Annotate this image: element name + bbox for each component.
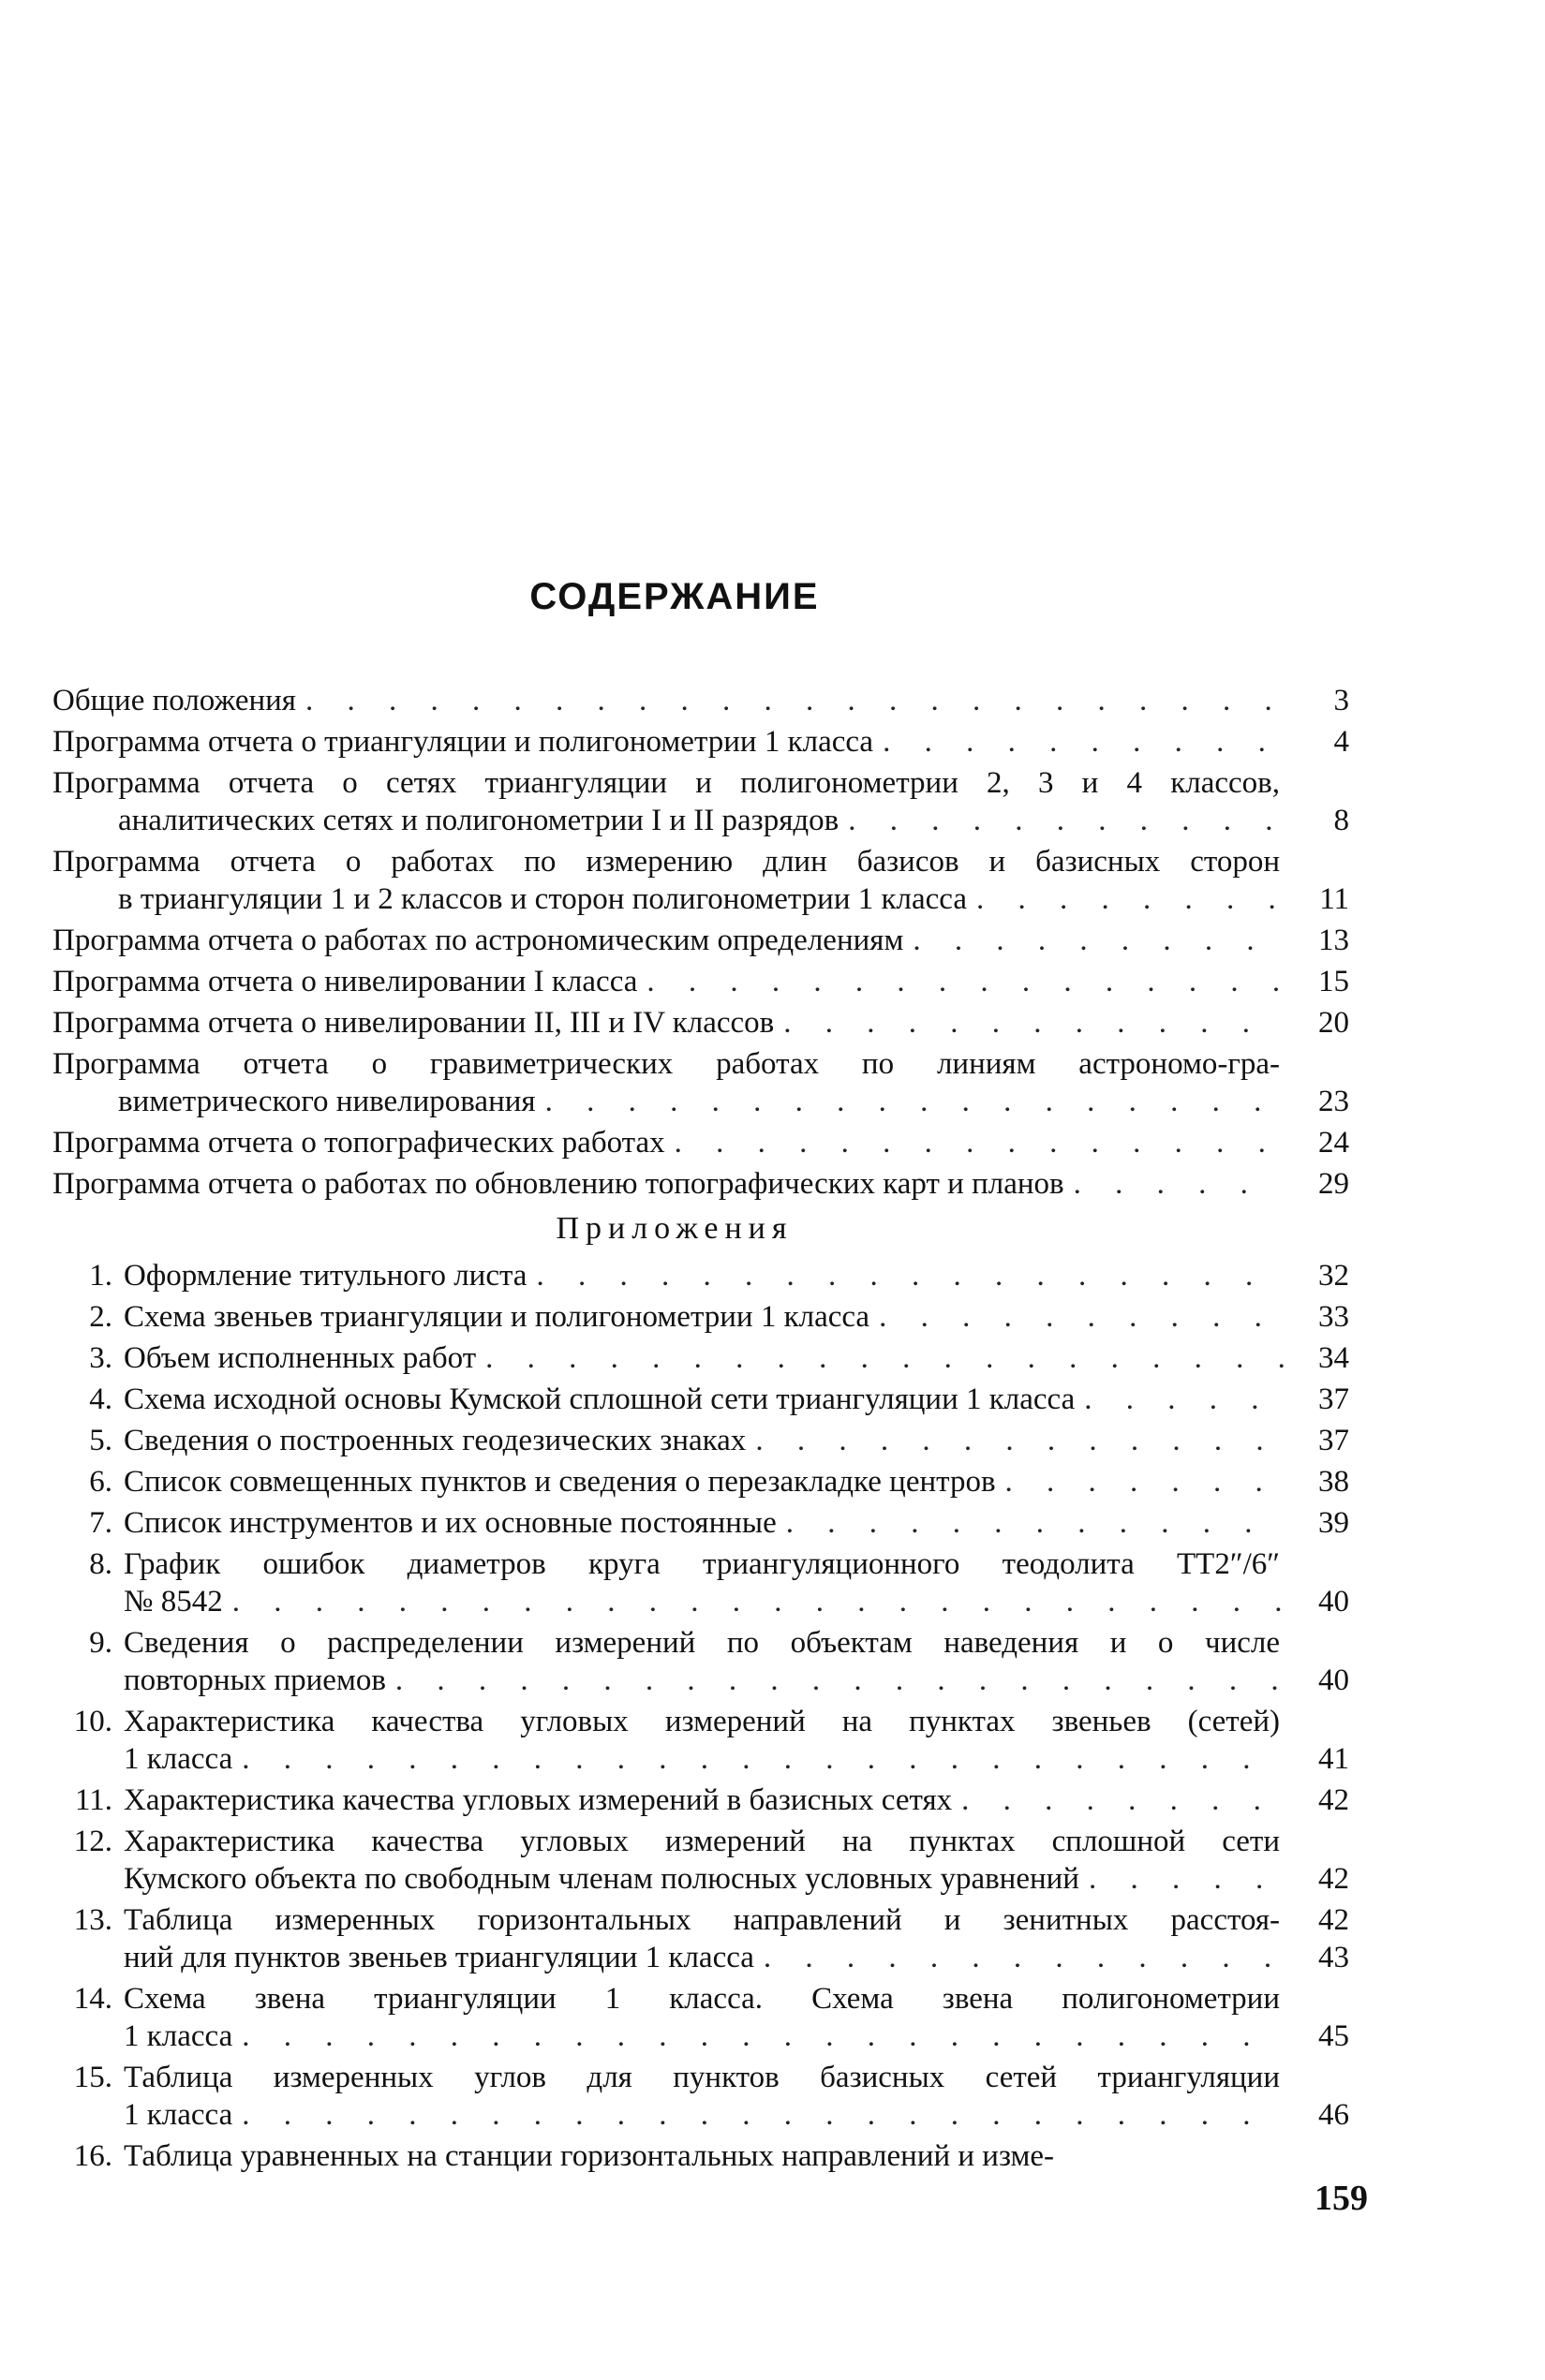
entry-number: 14. bbox=[73, 1982, 112, 2016]
entry-text: Схема исходной основы Кумской сплошной сети триангуляции 1 класса bbox=[124, 1382, 1076, 1416]
leader-dots bbox=[976, 880, 1284, 918]
entry-text: Общие положения bbox=[52, 684, 296, 717]
appendix-entry bbox=[52, 1381, 1349, 1422]
entry-text: Кумского объекта по свободным членам полюсных условных уравнений bbox=[124, 1862, 1079, 1896]
page-number: 159 bbox=[1315, 2179, 1368, 2218]
toc-entry bbox=[52, 922, 1349, 963]
entry-line bbox=[52, 1165, 1349, 1203]
leader-dots bbox=[883, 723, 1284, 761]
leader-dots bbox=[1074, 1165, 1284, 1203]
entry-number: 16. bbox=[73, 2139, 112, 2173]
entry-text: 1 класса bbox=[124, 1742, 233, 1776]
leader-dots bbox=[395, 1662, 1284, 1699]
entry-text: виметрического нивелирования bbox=[118, 1085, 536, 1118]
entry-number: 2. bbox=[89, 1300, 112, 1334]
leader-dots bbox=[764, 1939, 1284, 1976]
entry-line bbox=[52, 1703, 1349, 1740]
entry-text: 1 класса bbox=[124, 2098, 233, 2132]
entry-number: 11. bbox=[74, 1783, 112, 1817]
entry-text: Схема звена триангуляции 1 класса. Схема звена полигонометрии bbox=[124, 1982, 1280, 2016]
entry-line bbox=[52, 1901, 1349, 1939]
entry-line bbox=[52, 1004, 1349, 1042]
entry-line bbox=[52, 1662, 1349, 1699]
entry-line bbox=[52, 1781, 1349, 1819]
entry-page: 38 bbox=[1318, 1465, 1349, 1499]
entry-text: Таблица измеренных горизонтальных направлений и зенитных расстоя- bbox=[124, 1903, 1280, 1937]
entry-line bbox=[52, 843, 1349, 880]
entry-line bbox=[52, 723, 1349, 761]
leader-dots bbox=[783, 1004, 1284, 1042]
entry-line bbox=[52, 1980, 1349, 2018]
entry-text: Схема звеньев триангуляции и полигонометрии 1 класса bbox=[124, 1300, 870, 1334]
entry-line bbox=[52, 1463, 1349, 1500]
entry-text: Характеристика качества угловых измерений на пунктах звеньев (сетей) bbox=[124, 1705, 1280, 1738]
appendix-entry bbox=[52, 1980, 1349, 2055]
appendix-entry bbox=[52, 1624, 1349, 1699]
entry-text: Программа отчета о работах по обновлению топографических карт и планов bbox=[52, 1167, 1064, 1201]
entry-page: 46 bbox=[1318, 2098, 1349, 2132]
entry-line bbox=[52, 1823, 1349, 1860]
appendix-entry bbox=[52, 1781, 1349, 1823]
entry-number: 1. bbox=[89, 1259, 112, 1293]
entry-line bbox=[52, 1257, 1349, 1294]
entry-page: 32 bbox=[1318, 1259, 1349, 1293]
entry-text: Сведения о распределении измерений по объектам наведения и о числе bbox=[124, 1626, 1280, 1660]
entry-page: 34 bbox=[1318, 1341, 1349, 1375]
entry-line bbox=[52, 1124, 1349, 1161]
leader-dots bbox=[879, 1298, 1284, 1336]
entry-text: Программа отчета о нивелировании II, III и IV классов bbox=[52, 1006, 775, 1040]
entry-line bbox=[52, 1298, 1349, 1336]
entry-line bbox=[52, 1504, 1349, 1542]
appendix-entry bbox=[52, 1823, 1349, 1898]
appendix-entry bbox=[52, 1257, 1349, 1298]
appendix-entry bbox=[52, 1901, 1349, 1976]
entry-text: Список инструментов и их основные постоянные bbox=[124, 1506, 777, 1540]
entry-number: 9. bbox=[89, 1626, 112, 1660]
appendix-list bbox=[52, 1257, 1349, 2179]
leader-dots bbox=[786, 1504, 1284, 1542]
leader-dots bbox=[242, 2018, 1284, 2055]
entry-line bbox=[52, 1083, 1349, 1120]
entry-line bbox=[52, 802, 1349, 839]
entry-page: 13 bbox=[1318, 924, 1349, 957]
entry-text: 1 класса bbox=[124, 2019, 233, 2053]
leader-dots bbox=[305, 682, 1284, 719]
entry-line bbox=[52, 1545, 1349, 1583]
table-of-contents bbox=[52, 682, 1349, 1206]
entry-line bbox=[52, 1045, 1349, 1083]
entry-page: 15 bbox=[1318, 965, 1349, 998]
entry-text: Программа отчета о гравиметрических работах по линиям астрономо-гра- bbox=[52, 1047, 1280, 1081]
entry-line bbox=[52, 1740, 1349, 1778]
leader-dots bbox=[961, 1781, 1284, 1819]
leader-dots bbox=[536, 1257, 1284, 1294]
appendix-heading: Приложения bbox=[556, 1211, 794, 1246]
leader-dots bbox=[1084, 1381, 1284, 1418]
entry-page: 42 bbox=[1318, 1862, 1349, 1896]
entry-text: Программа отчета о сетях триангуляции и полигонометрии 2, 3 и 4 классов, bbox=[52, 766, 1280, 800]
entry-line bbox=[52, 1939, 1349, 1976]
appendix-entry bbox=[52, 1463, 1349, 1504]
appendix-entry bbox=[52, 1545, 1349, 1620]
toc-entry bbox=[52, 1004, 1349, 1045]
appendix-entry bbox=[52, 1504, 1349, 1545]
leader-dots bbox=[675, 1124, 1284, 1161]
entry-line bbox=[52, 2137, 1349, 2175]
entry-text: Программа отчета о работах по измерению длин базисов и базисных сторон bbox=[52, 845, 1280, 879]
entry-text: ний для пунктов звеньев триангуляции 1 класса bbox=[124, 1941, 754, 1974]
appendix-entry bbox=[52, 1703, 1349, 1778]
entry-line bbox=[52, 1583, 1349, 1620]
appendix-entry bbox=[52, 1298, 1349, 1339]
entry-page: 4 bbox=[1333, 725, 1349, 759]
entry-text: Программа отчета о работах по астрономическим определениям bbox=[52, 924, 904, 957]
entry-page-first: 42 bbox=[1318, 1903, 1349, 1937]
entry-page: 42 bbox=[1318, 1783, 1349, 1817]
toc-entry bbox=[52, 1045, 1349, 1120]
entry-page: 45 bbox=[1318, 2019, 1349, 2053]
leader-dots bbox=[755, 1422, 1284, 1459]
entry-page: 37 bbox=[1318, 1424, 1349, 1457]
entry-line bbox=[52, 1381, 1349, 1418]
entry-text: График ошибок диаметров круга триангуляционного теодолита ТТ2″/6″ bbox=[124, 1547, 1280, 1581]
appendix-entry bbox=[52, 1339, 1349, 1381]
entry-text: Объем исполненных работ bbox=[124, 1341, 477, 1375]
entry-text: Характеристика качества угловых измерений на пунктах сплошной сети bbox=[124, 1825, 1280, 1858]
entry-line bbox=[52, 963, 1349, 1000]
page-title: СОДЕРЖАНИЕ bbox=[529, 576, 820, 617]
entry-page: 40 bbox=[1318, 1585, 1349, 1619]
entry-page: 8 bbox=[1333, 804, 1349, 837]
entry-text: № 8542 bbox=[124, 1585, 223, 1619]
entry-text: в триангуляции 1 и 2 классов и сторон полигонометрии 1 класса bbox=[118, 882, 967, 916]
entry-number: 4. bbox=[89, 1382, 112, 1416]
entry-line bbox=[52, 880, 1349, 918]
entry-text: аналитических сетях и полигонометрии I и II разрядов bbox=[118, 804, 839, 837]
entry-text: Сведения о построенных геодезических знаках bbox=[124, 1424, 747, 1457]
toc-entry bbox=[52, 963, 1349, 1004]
entry-line bbox=[52, 1339, 1349, 1377]
toc-entry bbox=[52, 1124, 1349, 1165]
entry-number: 3. bbox=[89, 1341, 112, 1375]
appendix-entry bbox=[52, 1422, 1349, 1463]
entry-text: повторных приемов bbox=[124, 1663, 386, 1697]
appendix-entry bbox=[52, 2059, 1349, 2134]
entry-number: 5. bbox=[89, 1424, 112, 1457]
entry-page: 24 bbox=[1318, 1126, 1349, 1160]
entry-page: 23 bbox=[1318, 1085, 1349, 1118]
entry-text: Оформление титульного листа bbox=[124, 1259, 527, 1293]
entry-line bbox=[52, 1860, 1349, 1898]
entry-line bbox=[52, 1422, 1349, 1459]
entry-number: 7. bbox=[89, 1506, 112, 1540]
entry-text: Характеристика качества угловых измерений в базисных сетях bbox=[124, 1783, 953, 1817]
leader-dots bbox=[232, 1583, 1284, 1620]
entry-page: 11 bbox=[1319, 882, 1349, 916]
entry-text: Таблица измеренных углов для пунктов базисных сетей триангуляции bbox=[124, 2061, 1280, 2094]
entry-number: 8. bbox=[89, 1547, 112, 1581]
leader-dots bbox=[646, 963, 1284, 1000]
entry-line bbox=[52, 2018, 1349, 2055]
leader-dots bbox=[848, 802, 1284, 839]
entry-page: 39 bbox=[1318, 1506, 1349, 1540]
entry-number: 10. bbox=[73, 1705, 112, 1738]
entry-line bbox=[52, 922, 1349, 959]
entry-page: 41 bbox=[1318, 1742, 1349, 1776]
entry-text: Список совмещенных пунктов и сведения о перезакладке центров bbox=[124, 1465, 996, 1499]
entry-page: 43 bbox=[1318, 1941, 1349, 1974]
entry-line bbox=[52, 682, 1349, 719]
appendix-entry bbox=[52, 2137, 1349, 2179]
entry-page: 20 bbox=[1318, 1006, 1349, 1040]
leader-dots bbox=[1005, 1463, 1284, 1500]
entry-text: Таблица уравненных на станции горизонтальных направлений и изме- bbox=[124, 2139, 1055, 2173]
toc-entry bbox=[52, 723, 1349, 764]
toc-entry bbox=[52, 764, 1349, 839]
entry-number: 15. bbox=[73, 2061, 112, 2094]
entry-text: Программа отчета о нивелировании I класса bbox=[52, 965, 638, 998]
entry-line bbox=[52, 1624, 1349, 1662]
entry-line bbox=[52, 2059, 1349, 2096]
toc-entry bbox=[52, 843, 1349, 918]
entry-line bbox=[52, 764, 1349, 802]
entry-number: 13. bbox=[73, 1903, 112, 1937]
leader-dots bbox=[242, 1740, 1284, 1778]
entry-page: 37 bbox=[1318, 1382, 1349, 1416]
toc-entry bbox=[52, 682, 1349, 723]
leader-dots bbox=[545, 1083, 1284, 1120]
leader-dots bbox=[913, 922, 1284, 959]
entry-page: 3 bbox=[1333, 684, 1349, 717]
entry-page: 40 bbox=[1318, 1663, 1349, 1697]
leader-dots bbox=[1089, 1860, 1284, 1898]
toc-entry bbox=[52, 1165, 1349, 1206]
entry-line bbox=[52, 2096, 1349, 2134]
entry-number: 12. bbox=[73, 1825, 112, 1858]
entry-page: 33 bbox=[1318, 1300, 1349, 1334]
leader-dots bbox=[242, 2096, 1284, 2134]
leader-dots bbox=[485, 1339, 1284, 1377]
entry-text: Программа отчета о топографических работах bbox=[52, 1126, 665, 1160]
entry-page: 29 bbox=[1318, 1167, 1349, 1201]
entry-text: Программа отчета о триангуляции и полигонометрии 1 класса bbox=[52, 725, 874, 759]
entry-number: 6. bbox=[89, 1465, 112, 1499]
